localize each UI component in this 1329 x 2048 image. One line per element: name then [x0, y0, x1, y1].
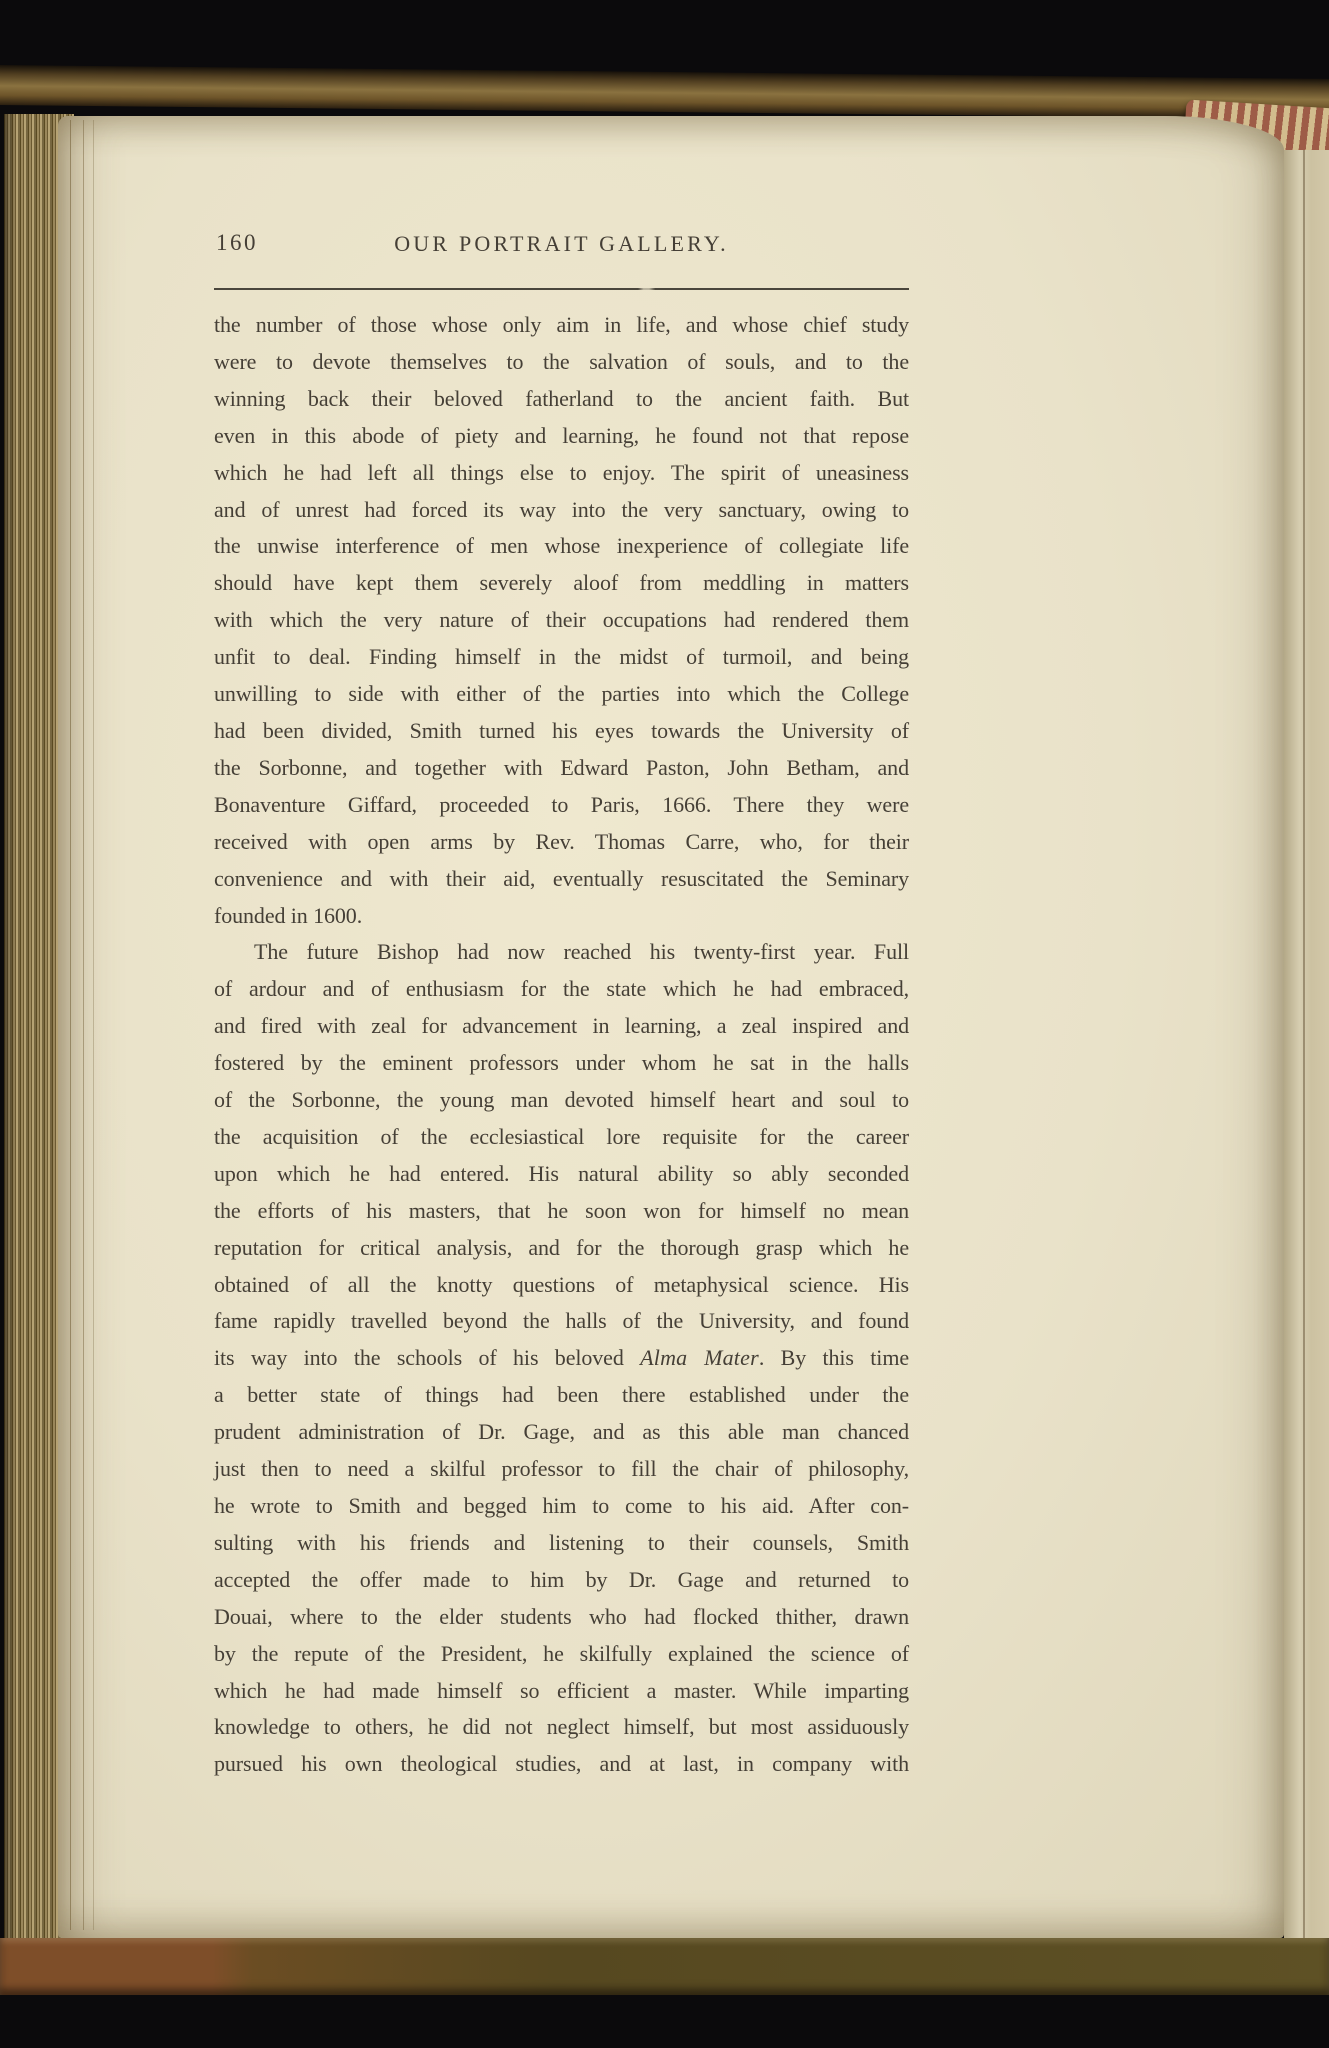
- text-line: the number of those whose only aim in life, and whose chief study: [214, 312, 909, 337]
- text-line: should have kept them severely aloof from meddling in matters: [214, 570, 909, 596]
- text-line: the acquisition of the ecclesiastical lore requisite for the career: [214, 1123, 909, 1149]
- text-line: were to devote themselves to the salvation of souls, and to the: [214, 348, 909, 374]
- book-bottom-cover-edge: [0, 1938, 1329, 1995]
- text-line: which he had made himself so efficient a master. While imparting: [214, 1677, 909, 1703]
- book-top-edge: [0, 65, 1329, 119]
- text-line: he wrote to Smith and begged him to come to his aid. After con-: [214, 1493, 909, 1518]
- text-line: fame rapidly travelled beyond the halls of the University, and found: [214, 1308, 909, 1334]
- text-line: received with open arms by Rev. Thomas Carre, who, for their: [214, 828, 909, 854]
- text-line: by the repute of the President, he skilfully explained the science of: [214, 1640, 909, 1666]
- text-line: upon which he had entered. His natural ability so ably seconded: [214, 1160, 909, 1186]
- text-line: reputation for critical analysis, and for the thorough grasp which he: [214, 1234, 909, 1260]
- text-line: Douai, where to the elder students who had flocked thither, drawn: [214, 1603, 909, 1629]
- paragraph: [214, 934, 909, 1783]
- text-line: just then to need a skilful professor to fill the chair of philosophy,: [214, 1456, 909, 1482]
- text-line: Bonaventure Giffard, proceeded to Paris, 1666. There they were: [214, 791, 909, 817]
- text-line: The future Bishop had now reached his twenty-first year. Full: [254, 939, 909, 965]
- text-line: a better state of things had been there established under the: [214, 1382, 909, 1408]
- text-line: of ardour and of enthusiasm for the state which he had embraced,: [214, 976, 909, 1002]
- text-line: and fired with zeal for advancement in learning, a zeal inspired and: [214, 1013, 909, 1039]
- text-line: fostered by the eminent professors under whom he sat in the halls: [214, 1050, 909, 1076]
- text-line: the Sorbonne, and together with Edward Paston, John Betham, and: [214, 754, 909, 780]
- text-line: knowledge to others, he did not neglect himself, but most assiduously: [214, 1714, 909, 1740]
- text-line: the efforts of his masters, that he soon won for himself no mean: [214, 1197, 909, 1223]
- header-rule: [214, 288, 909, 290]
- text-line: pursued his own theological studies, and at last, in company with: [214, 1751, 909, 1777]
- text-line: had been divided, Smith turned his eyes towards the University of: [214, 717, 909, 743]
- book-page: [58, 116, 1284, 1938]
- text-line: founded in 1600.: [214, 902, 363, 928]
- text-line: sulting with his friends and listening to their counsels, Smith: [214, 1529, 909, 1555]
- page-number: 160: [216, 230, 258, 255]
- text-line: even in this abode of piety and learning, he found not that repose: [214, 422, 909, 448]
- text-line: convenience and with their aid, eventually resuscitated the Seminary: [214, 865, 909, 891]
- text-line: and of unrest had forced its way into the very sanctuary, owing to: [214, 496, 909, 522]
- text-line: obtained of all the knotty questions of metaphysical science. His: [214, 1271, 909, 1297]
- text-line: accepted the offer made to him by Dr. Gage and returned to: [214, 1566, 909, 1592]
- text-line: the unwise interference of men whose inexperience of collegiate life: [214, 533, 909, 559]
- text-line: prudent administration of Dr. Gage, and as this able man chanced: [214, 1419, 909, 1445]
- text-line: winning back their beloved fatherland to the ancient faith. But: [214, 385, 909, 411]
- text-line: which he had left all things else to enjoy. The spirit of uneasiness: [214, 459, 909, 485]
- running-title: OUR PORTRAIT GALLERY.: [394, 231, 729, 256]
- page-gutter: [1284, 150, 1329, 1938]
- text-line: unwilling to side with either of the parties into which the College: [214, 681, 909, 707]
- text-line: its way into the schools of his beloved Alma Mater. By this time: [214, 1345, 909, 1371]
- page-header: [214, 230, 909, 262]
- body-text: [214, 307, 909, 1783]
- text-line: with which the very nature of their occupations had rendered them: [214, 607, 909, 633]
- paragraph: [214, 307, 909, 934]
- text-line: unfit to deal. Finding himself in the midst of turmoil, and being: [214, 644, 909, 670]
- text-line: of the Sorbonne, the young man devoted himself heart and soul to: [214, 1087, 909, 1113]
